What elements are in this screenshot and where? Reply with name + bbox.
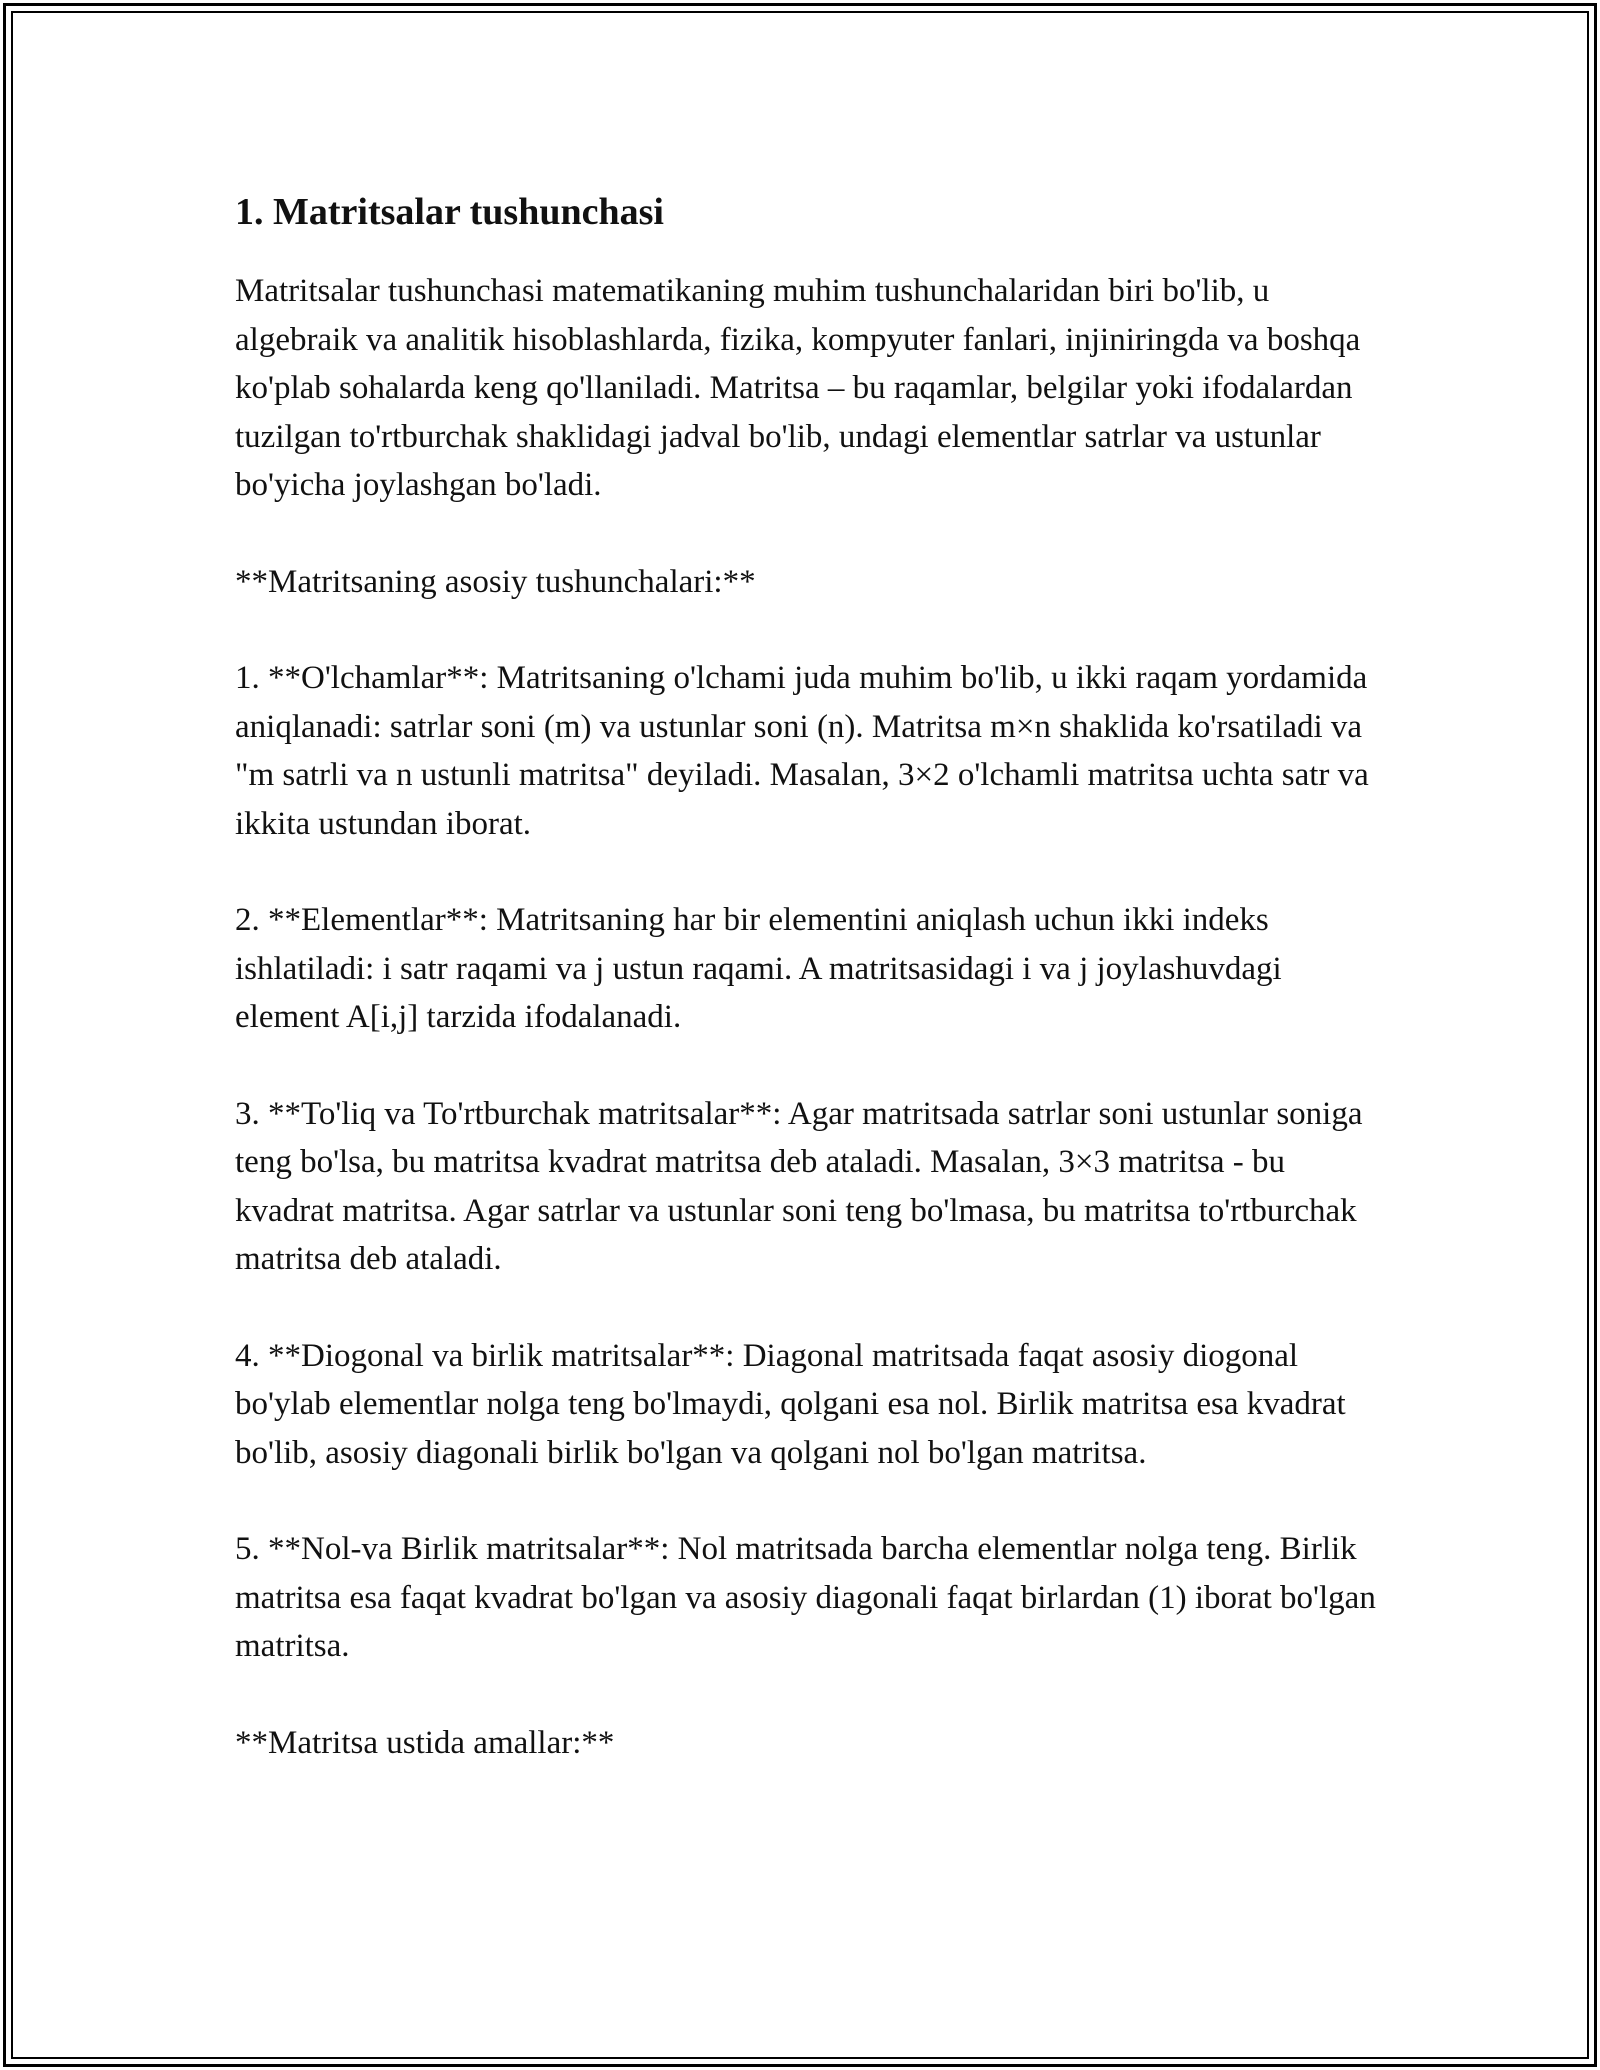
section-title: 1. Matritsalar tushunchasi [235,191,664,233]
intro-paragraph: Matritsalar tushunchasi matematikaning muhim tushunchalaridan biri bo'lib, u algebraik va analitik hisoblashlarda, fizika, kompyuter fanlari, injiniringda va boshqa ko'plab sohalarda keng qo'llaniladi. Matritsa – bu raqamlar, belgilar yoki ifodalardan tuzilgan to'rtburchak shaklidagi jadval bo'lib, undagi elementlar satrlar va ustunlar bo'yicha joylashgan bo'ladi. [235,273,1361,503]
subheading-basic-concepts: **Matritsaning asosiy tushunchalari:** [235,563,756,600]
item-elements: 2. **Elementlar**: Matritsaning har bir elementini aniqlash uchun ikki indeks ishlatiladi: i satr raqami va j ustun raqami. A matritsasidagi i va j joylashuvdagi element A[i,j] tarzida ifodalanadi. [235,902,1282,1035]
subheading-matrix-operations: **Matritsa ustida amallar:** [235,1724,615,1761]
item-dimensions: 1. **O'lchamlar**: Matritsaning o'lchami juda muhim bo'lib, u ikki raqam yordamida aniqlanadi: satrlar soni (m) va ustunlar soni (n). Matritsa m×n shaklida ko'rsatiladi va "m satrli va n ustunli matritsa" deyiladi. Masalan, 3×2 o'lchamli matritsa uchta satr va ikkita ustundan iborat. [235,660,1369,842]
item-zero-identity: 5. **Nol-va Birlik matritsalar**: Nol matritsada barcha elementlar nolga teng. Birlik matritsa esa faqat kvadrat bo'lgan va asosiy diagonali faqat birlardan (1) iborat bo'lgan matritsa. [235,1531,1376,1664]
document-body [235,185,1385,1815]
item-diagonal-identity: 4. **Diogonal va birlik matritsalar**: Diagonal matritsada faqat asosiy diogonal bo'ylab elementlar nolga teng bo'lmaydi, qolgani esa nol. Birlik matritsa esa kvadrat bo'lib, asosiy diagonali birlik bo'lgan va qolgani nol bo'lgan matritsa. [235,1337,1346,1471]
item-square-rectangular: 3. **To'liq va To'rtburchak matritsalar**: Agar matritsada satrlar soni ustunlar soniga teng bo'lsa, bu matritsa kvadrat matritsa deb ataladi. Masalan, 3×3 matritsa - bu kvadrat matritsa. Agar satrlar va ustunlar soni teng bo'lmasa, bu matritsa to'rtburchak matritsa deb ataladi. [235,1095,1363,1277]
